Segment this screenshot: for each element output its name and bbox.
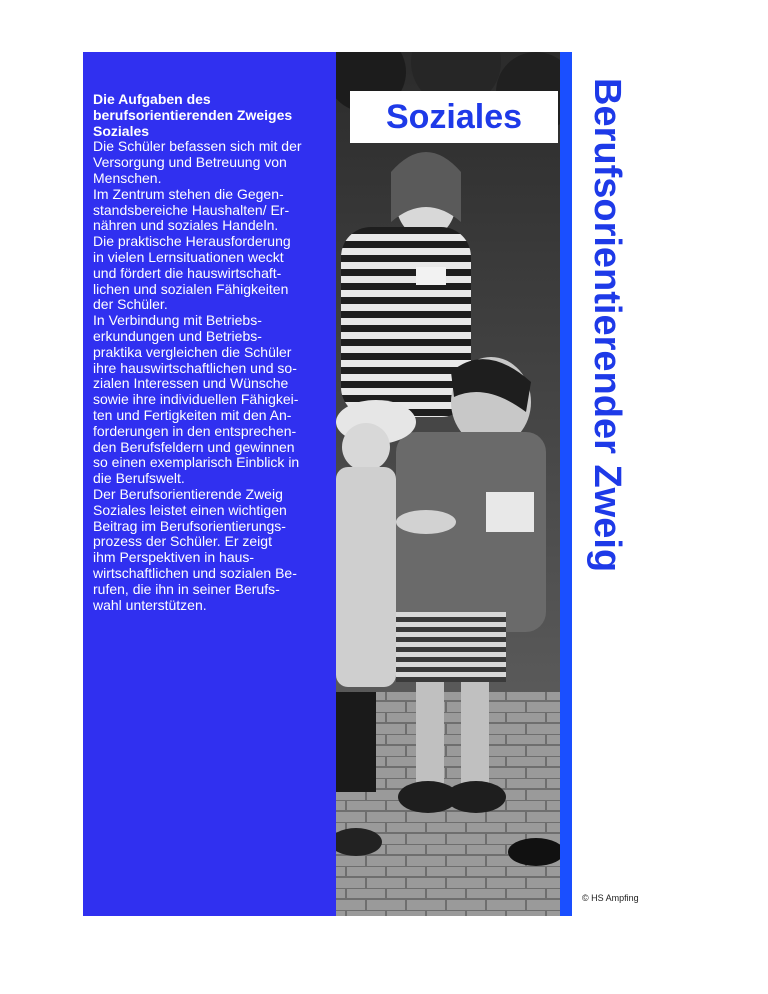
text-line: zialen Interessen und Wünsche <box>93 375 289 392</box>
text-line: ihm Perspektiven in haus- <box>93 549 255 566</box>
text-line: so einen exemplarisch Einblick in <box>93 454 300 471</box>
accent-stripe <box>560 52 572 916</box>
text-line: rufen, die ihn in seiner Berufs- <box>93 580 280 597</box>
text-line: der Schüler. <box>93 296 168 313</box>
text-line: Versorgung und Betreuung von <box>93 154 287 171</box>
vertical-title-text: Berufsorientierender Zweig <box>586 78 628 573</box>
text-line: Soziales leistet einen wichtigen <box>93 501 287 518</box>
children-photo <box>336 52 560 916</box>
text-line: nähren und soziales Handeln. <box>93 217 279 234</box>
text-line: Beitrag im Berufsorientierungs- <box>93 517 286 534</box>
text-line: standsbereiche Haushalten/ Er- <box>93 201 290 218</box>
text-line: prozess der Schüler. Er zeigt <box>93 533 272 550</box>
text-line: praktika vergleichen die Schüler <box>93 343 292 360</box>
heading-line: Soziales <box>93 122 150 139</box>
heading-line: berufsorientierenden Zweiges <box>93 106 293 123</box>
text-line: Die praktische Herausforderung <box>93 233 291 250</box>
text-line: wirtschaftlichen und sozialen Be- <box>93 564 297 581</box>
text-line: lichen und sozialen Fähigkeiten <box>93 280 289 297</box>
text-line: In Verbindung mit Betriebs- <box>93 312 262 329</box>
vertical-title <box>583 52 631 572</box>
text-line: Im Zentrum stehen die Gegen- <box>93 185 284 202</box>
text-line: ihre hauswirtschaftlichen und so- <box>93 359 297 376</box>
page-title: Soziales <box>385 97 523 136</box>
text-line: forderungen in den entsprechen- <box>93 422 297 439</box>
text-line: den Berufsfeldern und gewinnen <box>93 438 295 455</box>
text-line: erkundungen und Betriebs- <box>93 327 262 344</box>
text-line: in vielen Lernsituationen weckt <box>93 248 284 265</box>
heading-line: Die Aufgaben des <box>93 91 211 107</box>
copyright-notice: © HS Ampfing <box>582 893 639 903</box>
text-line: Menschen. <box>93 169 162 186</box>
body-text <box>93 92 333 613</box>
text-line: sowie ihre individuellen Fähigkei- <box>93 391 299 408</box>
text-line: wahl unterstützen. <box>93 596 207 613</box>
text-line: die Berufswelt. <box>93 470 185 487</box>
text-line: ten und Fertigkeiten mit den An- <box>93 406 292 423</box>
text-line: Die Schüler befassen sich mit der <box>93 138 302 155</box>
text-line: und fördert die hauswirtschaft- <box>93 264 282 281</box>
photo-illustration <box>336 52 560 916</box>
text-line: Der Berufsorientierende Zweig <box>93 485 283 502</box>
